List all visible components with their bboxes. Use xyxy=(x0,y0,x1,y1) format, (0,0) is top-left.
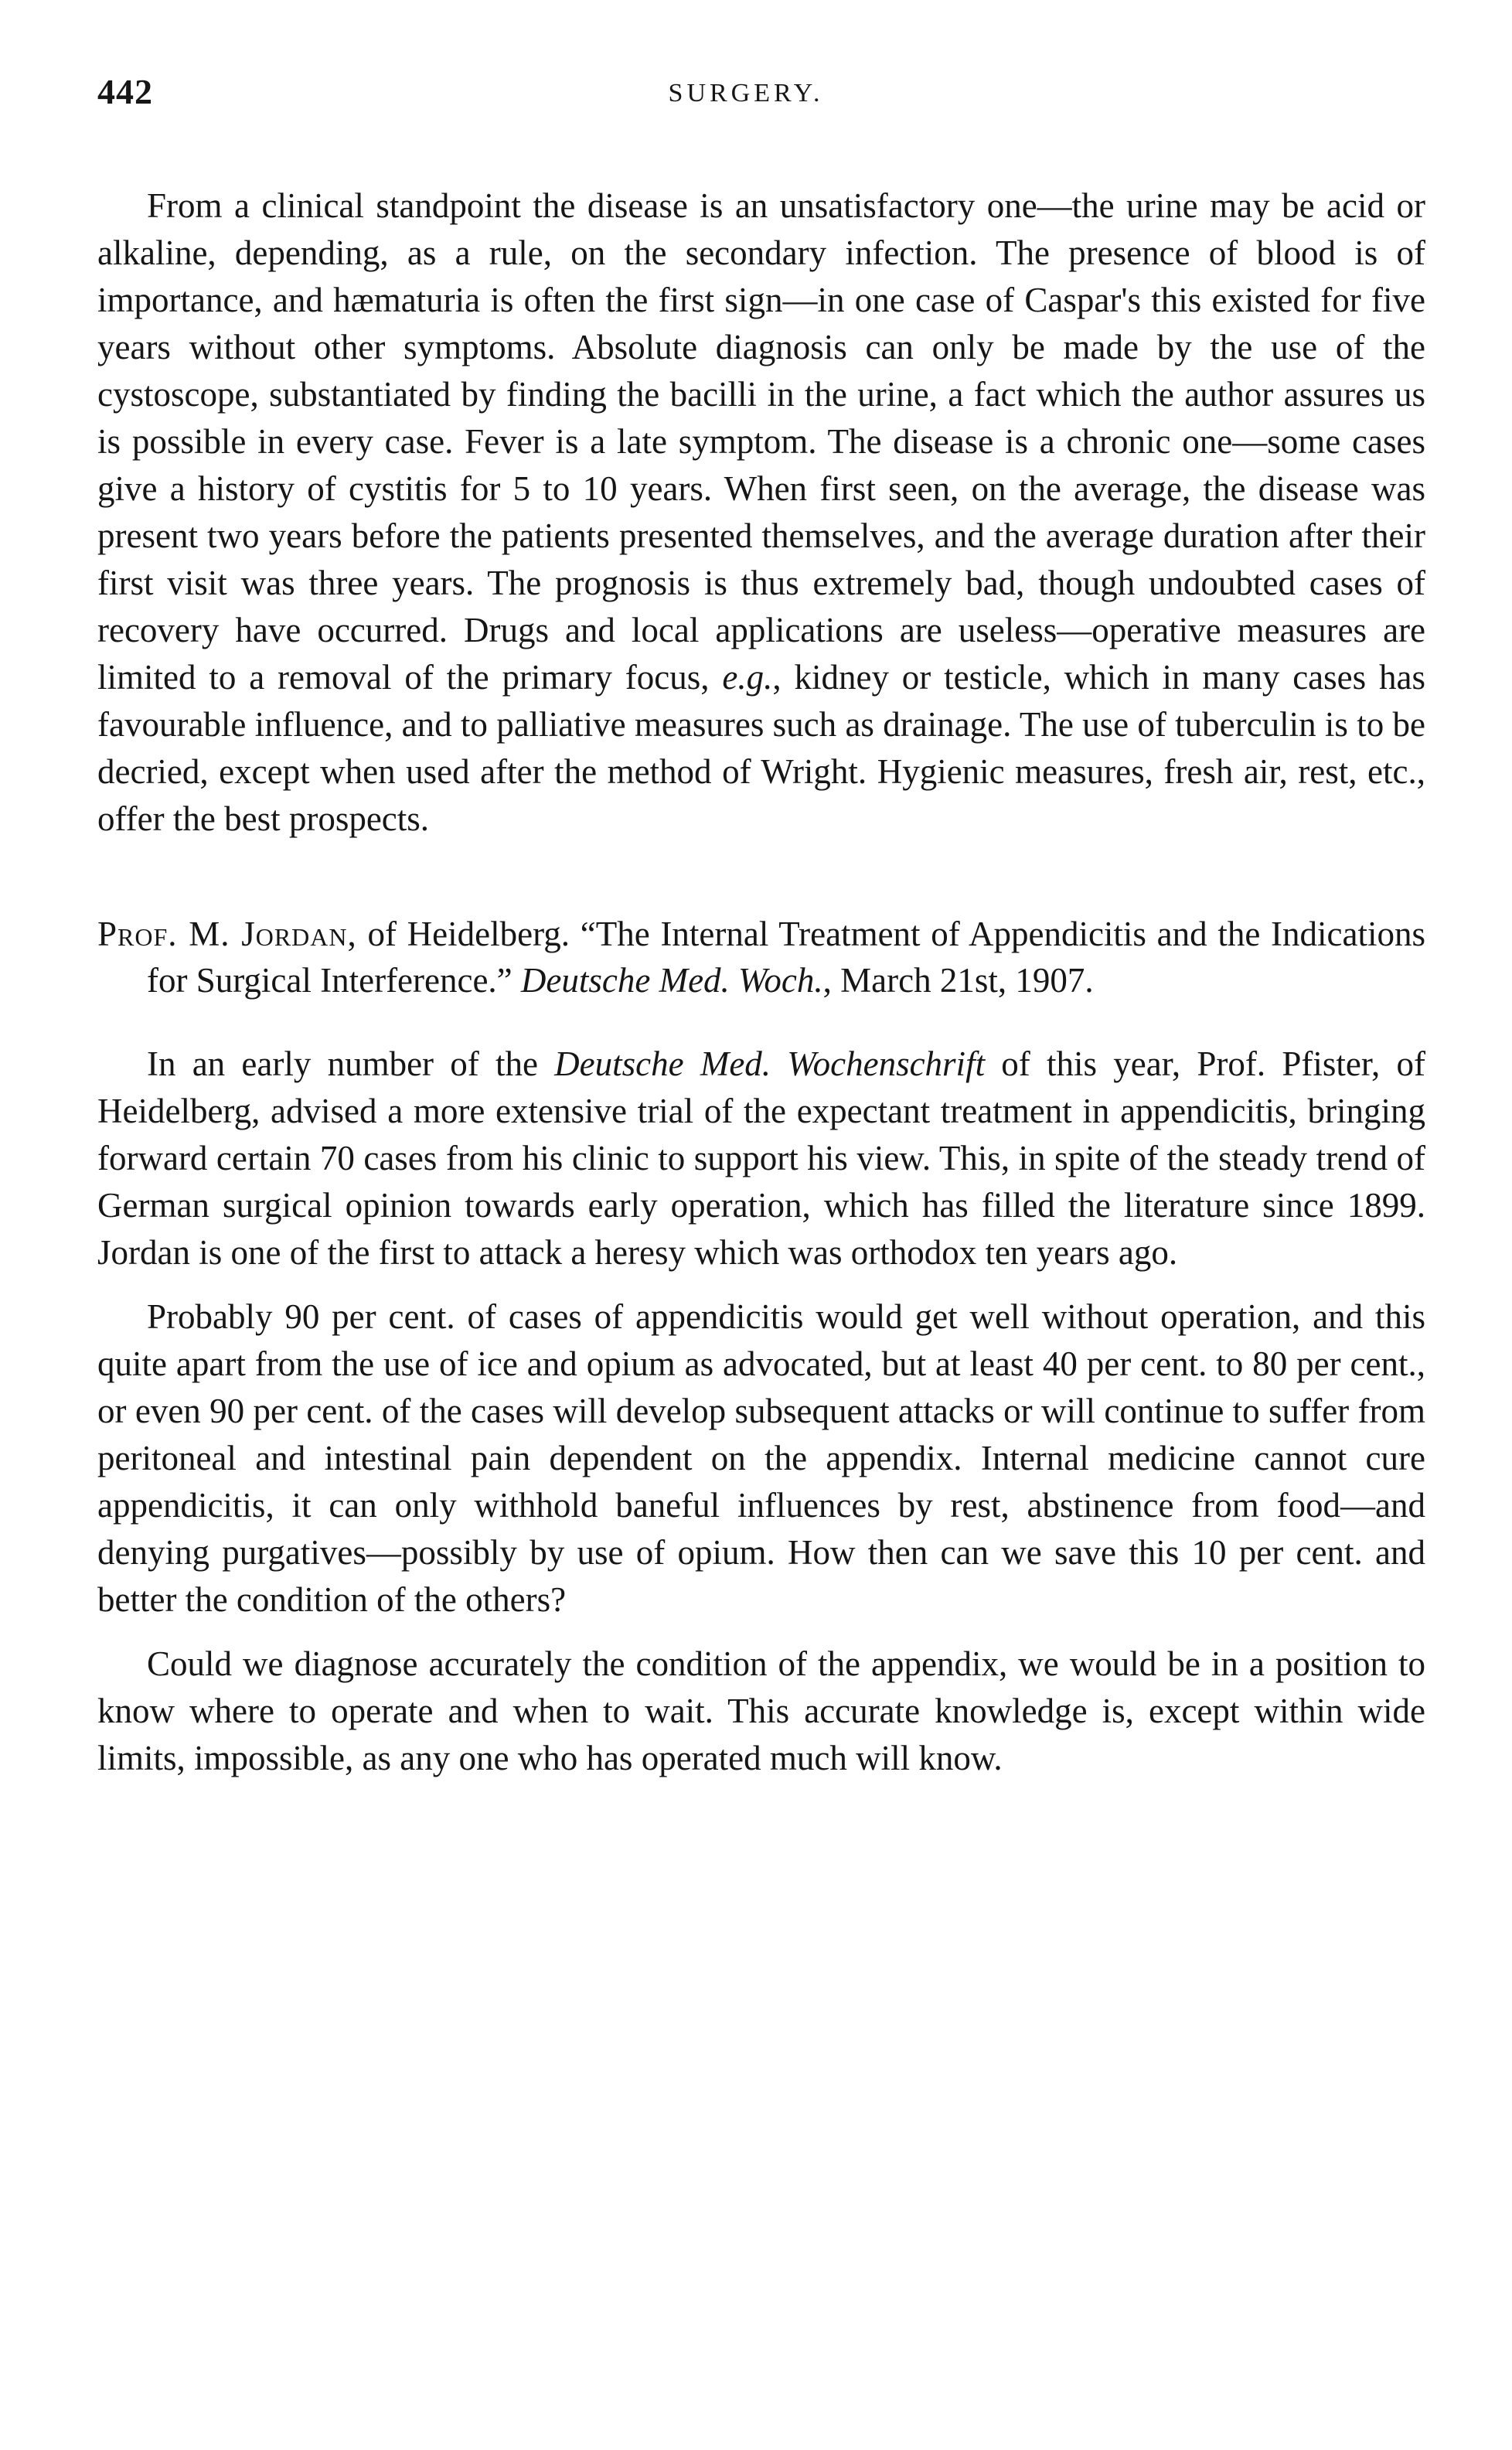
paragraph-text: From a clinical standpoint the disease is an unsatisfactory one—the urine may be acid or alkaline, depending, as a rule, on the secondary infection. The presence of blood is of importance, and hæmaturia is often the first sign—in one case of Caspar's this existed for five years without other symptoms. Absolute diagnosis can only be made by the use of the cystoscope, substantiated by finding the bacilli in the urine, a fact which the author assures us is possible in every case. Fever is a late symptom. The disease is a chronic one—some cases give a history of cystitis for 5 to 10 years. When first seen, on the average, the disease was present two years before the patients presented themselves, and the average duration after their first visit was three years. The prognosis is thus extremely bad, though undoubted cases of recovery have occurred. Drugs and local applications are useless—operative measures are limited to a removal of the primary focus, xyxy=(97,186,1425,697)
citation-author: Prof. M. Jordan, xyxy=(97,915,357,953)
paragraph-diagnosis xyxy=(97,1641,1425,1782)
paragraph-text: Probably 90 per cent. of cases of appendicitis would get well without operation, and this quite apart from the use of ice and opium as advocated, but at least 40 per cent. to 80 per cent., or even 90 per cent. of the cases will develop subsequent attacks or will continue to suffer from peritoneal and intestinal pain dependent on the appendix. Internal medicine cannot cure appendicitis, it can only withhold baneful influences by rest, abstinence from food—and denying purgatives—possibly by use of opium. How then can we save this 10 per cent. and better the condition of the others? xyxy=(97,1297,1425,1619)
citation-date: , March 21st, 1907. xyxy=(822,961,1094,1000)
article-citation xyxy=(97,911,1425,1004)
running-title: SURGERY. xyxy=(668,79,824,107)
journal-name: Deutsche Med. Wochenschrift xyxy=(554,1044,986,1083)
paragraph-cystitis-discussion xyxy=(97,182,1425,843)
paragraph-text: Could we diagnose accurately the condition of the appendix, we would be in a position to know where to operate and when to wait. This accurate knowledge is, except within wide limits, impossible, as any one who has operated much will know. xyxy=(97,1644,1425,1777)
paragraph-pfister-trial xyxy=(97,1041,1425,1276)
running-head xyxy=(97,71,1425,133)
paragraph-text-start: In an early number of the xyxy=(147,1044,555,1083)
citation-journal: Deutsche Med. Woch. xyxy=(520,961,823,1000)
italic-abbreviation: e.g. xyxy=(722,658,773,697)
paragraph-text-end: of this year, Prof. Pfister, of Heidelberg, advised a more extensive trial of the expectant treatment in appendicitis, bringing forward certain 70 cases from his clinic to support his view. This, in spite of the steady trend of German surgical opinion towards early operation, which has filled the literature since 1899. Jordan is one of the first to attack a heresy which was orthodox ten years ago. xyxy=(97,1044,1425,1272)
page-number: 442 xyxy=(97,72,153,111)
citation-title: “The Internal Treatment of Appendicitis and the Indications for Surgical Interference.” xyxy=(147,915,1425,1000)
citation-affiliation: of Heidelberg. xyxy=(356,915,581,953)
paragraph-text-end: , kidney or testicle, which in many cases has favourable influence, and to palliative measures such as drainage. The use of tuberculin is to be decried, except when used after the method of Wright. Hygienic measures, fresh air, rest, etc., offer the best prospects. xyxy=(97,658,1425,838)
paragraph-appendicitis-statistics xyxy=(97,1293,1425,1624)
